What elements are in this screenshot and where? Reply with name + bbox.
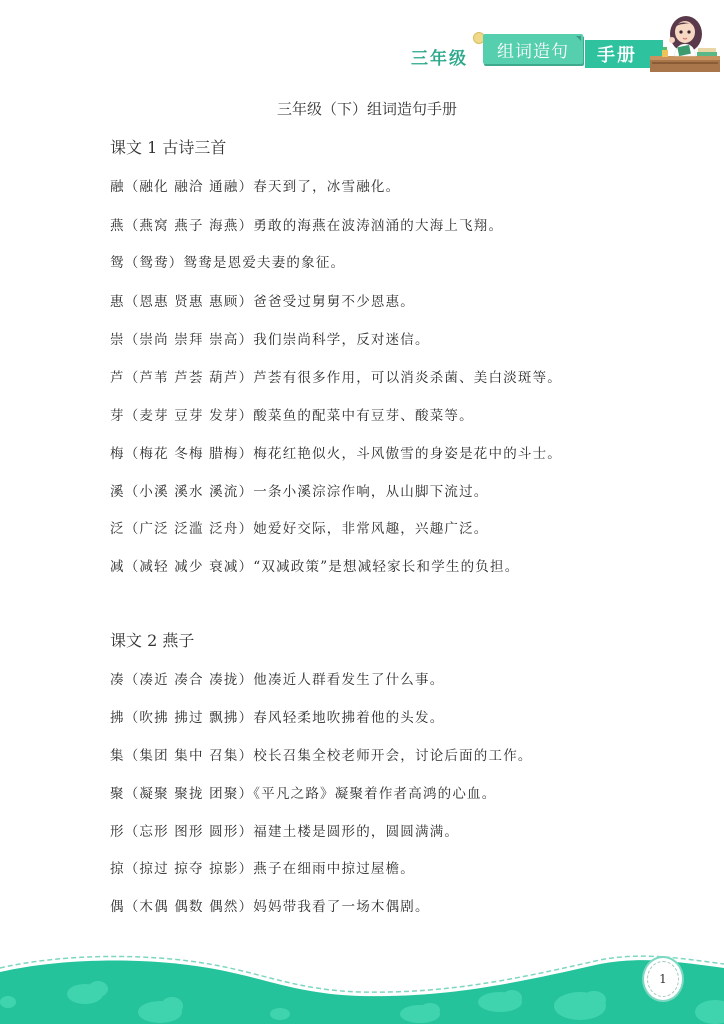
header-banner (405, 14, 720, 74)
page-number: 1 (642, 956, 684, 1002)
entry-sentence: 鸳鸯是恩爱夫妻的象征。 (183, 255, 346, 271)
title-tag (483, 34, 583, 64)
entry-char: 聚 (110, 786, 125, 802)
entry-sentence: 酸菜鱼的配菜中有豆芽、酸菜等。 (253, 408, 474, 424)
entry-row (110, 706, 444, 726)
entry-sentence: 妈妈带我看了一场木偶剧。 (253, 899, 430, 915)
entry-words: （梅花 冬梅 腊梅） (124, 446, 254, 462)
entry-char: 芦 (110, 370, 125, 386)
entry-words: （融化 融洽 通融） (124, 179, 254, 195)
entry-char: 鸳 (110, 255, 125, 271)
entry-row (110, 328, 430, 348)
entry-sentence: 春天到了，冰雪融化。 (253, 179, 401, 195)
entry-sentence: 一条小溪淙淙作响，从山脚下流过。 (253, 484, 489, 500)
entry-row (110, 782, 496, 802)
entry-sentence: 芦荟有很多作用，可以消炎杀菌、美白淡斑等。 (253, 370, 562, 386)
entry-char: 减 (110, 559, 125, 575)
entry-sentence: 他凑近人群看发生了什么事。 (253, 672, 445, 688)
entry-row (110, 555, 519, 575)
entry-char: 融 (110, 179, 125, 195)
girl-reading-illustration-icon (650, 14, 720, 74)
entry-row (110, 517, 489, 537)
entry-char: 芽 (110, 408, 125, 424)
entry-words: （木偶 偶数 偶然） (124, 899, 254, 915)
entry-words: （凑近 凑合 凑拢） (124, 672, 254, 688)
entry-char: 燕 (110, 218, 125, 234)
entry-char: 溪 (110, 484, 125, 500)
entry-words: （崇尚 崇拜 崇高） (124, 332, 254, 348)
entry-words: （麦芽 豆芽 发芽） (124, 408, 254, 424)
entry-words: （忘形 图形 圆形） (124, 824, 254, 840)
book-tag-label: 手册 (597, 45, 637, 66)
entry-char: 梅 (110, 446, 125, 462)
entry-row (110, 480, 489, 500)
entry-char: 凑 (110, 672, 125, 688)
entry-row (110, 895, 430, 915)
entry-sentence: 《平凡之路》凝聚着作者高鸿的心血。 (253, 786, 497, 802)
entry-char: 掠 (110, 861, 125, 877)
entry-row (110, 251, 345, 271)
title-tag-label: 组词造句 (497, 41, 569, 62)
entry-words: （鸳鸯） (124, 255, 184, 271)
entry-row (110, 668, 444, 688)
entry-char: 集 (110, 748, 125, 764)
entry-sentence: 梅花红艳似火，斗风傲雪的身姿是花中的斗士。 (253, 446, 562, 462)
entry-char: 拂 (110, 710, 125, 726)
entry-words: （吹拂 拂过 飘拂） (124, 710, 254, 726)
entry-row (110, 442, 562, 462)
entry-words: （燕窝 燕子 海燕） (124, 218, 254, 234)
entry-words: （掠过 掠夺 掠影） (124, 861, 254, 877)
entry-sentence: 勇敢的海燕在波涛汹涌的大海上飞翔。 (253, 218, 504, 234)
entry-sentence: 燕子在细雨中掠过屋檐。 (253, 861, 415, 877)
entry-words: （广泛 泛滥 泛舟） (124, 521, 254, 537)
corner-fold-icon (576, 36, 581, 41)
section-title: 课文 2 燕子 (110, 631, 195, 650)
entry-char: 惠 (110, 294, 125, 310)
entry-row (110, 175, 400, 195)
entry-words: （小溪 溪水 溪流） (124, 484, 254, 500)
entry-char: 泛 (110, 521, 125, 537)
entry-row (110, 404, 474, 424)
entry-sentence: 她爱好交际，非常风趣，兴趣广泛。 (253, 521, 489, 537)
entry-row (110, 214, 503, 234)
entry-sentence: 春风轻柔地吹拂着他的头发。 (253, 710, 445, 726)
entry-words: （减轻 减少 衰减） (124, 559, 254, 575)
entry-char: 偶 (110, 899, 125, 915)
entry-words: （集团 集中 召集） (124, 748, 254, 764)
entry-sentence: 福建土楼是圆形的，圆圆满满。 (253, 824, 460, 840)
section-title: 课文 1 古诗三首 (110, 138, 227, 157)
grade-label: 三年级 (411, 49, 468, 69)
entry-char: 崇 (110, 332, 125, 348)
entry-row (110, 820, 459, 840)
entry-char: 形 (110, 824, 125, 840)
entry-sentence: 我们崇尚科学，反对迷信。 (253, 332, 430, 348)
entry-words: （恩惠 贤惠 惠顾） (124, 294, 254, 310)
entry-row (110, 366, 562, 386)
entry-sentence: 爸爸受过舅舅不少恩惠。 (253, 294, 415, 310)
entry-words: （芦苇 芦荟 葫芦） (124, 370, 254, 386)
entry-words: （凝聚 聚拢 团聚） (124, 786, 254, 802)
document-title: 三年级（下）组词造句手册 (276, 100, 457, 118)
entry-row (110, 744, 533, 764)
footer-wave (0, 934, 724, 1024)
entry-sentence: 校长召集全校老师开会，讨论后面的工作。 (253, 748, 533, 764)
entry-sentence: “双减政策”是想减轻家长和学生的负担。 (253, 559, 520, 575)
entry-row (110, 857, 415, 877)
entry-row (110, 290, 415, 310)
